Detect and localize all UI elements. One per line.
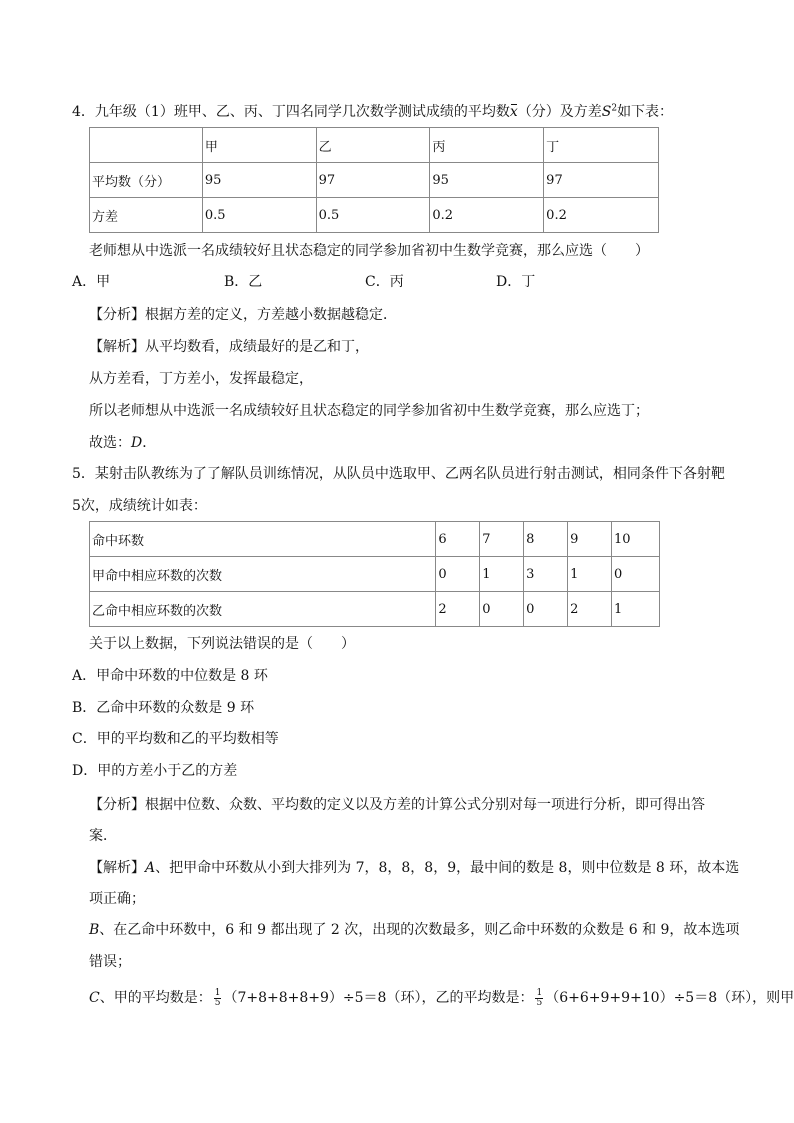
- q4-question: 老师想从中选派一名成绩较好且状态稳定的同学参加省初中生数学竞赛，那么应选（ ）: [89, 243, 649, 259]
- table-cell: 8: [524, 522, 568, 557]
- table-row: [90, 128, 659, 163]
- solution-prefix: 【解析】: [89, 860, 145, 876]
- table-cell: 乙: [316, 128, 430, 163]
- table-row: [90, 592, 660, 627]
- q5-option-d: D．甲的方差小于乙的方差: [72, 763, 238, 779]
- table-cell: 0.5: [202, 198, 316, 233]
- table-cell: 2: [436, 592, 480, 627]
- q5-stem-line-1: 5．某射击队教练为了了解队员训练情况，从队员中选取甲、乙两名队员进行射击测试，相同条件下各射靶: [72, 466, 725, 482]
- table-cell: 0: [524, 592, 568, 627]
- q5-option-a: A．甲命中环数的中位数是 8 环: [72, 668, 268, 684]
- table-cell: 甲: [202, 128, 316, 163]
- q5-solution-a-line-1: [89, 858, 739, 878]
- solution-text: 、在乙命中环数中，6 和 9 都出现了 2 次，出现的次数最多，则乙命中环数的众数是 6 和 9，故本选项: [99, 922, 740, 938]
- x-bar-symbol: x: [509, 104, 518, 120]
- q4-option-a: A．甲: [72, 274, 111, 290]
- q5-stem-line-2: 5次，成绩统计如表：: [72, 498, 207, 514]
- solution-text: （6+6+9+9+10）÷5＝8（环），则甲: [545, 990, 794, 1006]
- q5-option-b: B．乙命中环数的众数是 9 环: [72, 700, 255, 716]
- table-cell: 丁: [544, 128, 659, 163]
- table-cell: 2: [568, 592, 612, 627]
- table-cell: 0: [436, 557, 480, 592]
- option-letter: A: [145, 860, 156, 876]
- q4-stem-a: 4．九年级（1）班甲、乙、丙、丁四名同学几次数学测试成绩的平均数: [72, 104, 510, 120]
- table-cell: 95: [202, 163, 316, 198]
- table-cell: 7: [480, 522, 524, 557]
- table-cell: 97: [316, 163, 430, 198]
- q5-solution-b-line-2: 错误；: [89, 954, 131, 970]
- table-cell: 方差: [90, 198, 203, 233]
- table-cell: 6: [436, 522, 480, 557]
- table-cell: 1: [480, 557, 524, 592]
- q5-solution-c-line-1: [89, 988, 794, 1008]
- q5-table: [89, 521, 660, 627]
- table-row: [90, 557, 660, 592]
- answer-prefix: 故选：: [89, 435, 131, 451]
- table-cell: 命中环数: [90, 522, 436, 557]
- table-cell: 1: [568, 557, 612, 592]
- q5-option-c: C．甲的平均数和乙的平均数相等: [72, 731, 279, 747]
- q5-question: 关于以上数据，下列说法错误的是（ ）: [89, 636, 355, 652]
- q5-analysis-line-2: 案．: [89, 828, 117, 844]
- q4-option-c: C．丙: [365, 274, 404, 290]
- fraction-one-fifth: [214, 989, 222, 1008]
- option-letter: C: [89, 990, 100, 1006]
- answer-letter: D: [131, 435, 143, 451]
- table-cell: 0: [480, 592, 524, 627]
- table-row: [90, 198, 659, 233]
- fraction-numerator: 1: [214, 987, 221, 998]
- solution-text: 、甲的平均数是：: [99, 990, 212, 1006]
- q5-analysis-line-1: 【分析】根据中位数、众数、平均数的定义以及方差的计算公式分别对每一项进行分析，即可得出答: [89, 797, 705, 813]
- table-cell: [90, 128, 203, 163]
- q4-stem-b: （分）及方差: [517, 104, 602, 120]
- fraction-denominator: 5: [214, 997, 221, 1008]
- table-cell: 0: [612, 557, 660, 592]
- solution-text: 、把甲命中环数从小到大排列为 7，8，8，8，9，最中间的数是 8，则中位数是 8 环，故本选: [155, 860, 740, 876]
- fraction-one-fifth: [535, 989, 543, 1008]
- table-cell: 0.2: [430, 198, 544, 233]
- q4-table: [89, 127, 659, 233]
- fraction-numerator: 1: [536, 987, 543, 998]
- q4-option-b: B．乙: [224, 274, 263, 290]
- fraction-denominator: 5: [536, 997, 543, 1008]
- answer-suffix: ．: [142, 435, 157, 451]
- table-row: [90, 163, 659, 198]
- option-letter: B: [89, 922, 100, 938]
- table-cell: 丙: [430, 128, 544, 163]
- table-cell: 10: [612, 522, 660, 557]
- table-row: [90, 522, 660, 557]
- q4-solution-2: 从方差看，丁方差小，发挥最稳定，: [89, 371, 313, 387]
- table-cell: 97: [544, 163, 659, 198]
- table-cell: 平均数（分）: [90, 163, 203, 198]
- q4-solution-3: 所以老师想从中选派一名成绩较好且状态稳定的同学参加省初中生数学竞赛，那么应选丁；: [89, 403, 649, 419]
- q4-analysis: 【分析】根据方差的定义，方差越小数据越稳定．: [89, 307, 397, 323]
- table-cell: 乙命中相应环数的次数: [90, 592, 436, 627]
- table-cell: 0.5: [316, 198, 430, 233]
- table-cell: 0.2: [544, 198, 659, 233]
- variance-symbol: S: [601, 104, 612, 120]
- q4-solution-1: 【解析】从平均数看，成绩最好的是乙和丁，: [89, 339, 369, 355]
- q4-stem: [72, 102, 673, 122]
- q4-answer: [89, 433, 156, 453]
- table-cell: 95: [430, 163, 544, 198]
- table-cell: 3: [524, 557, 568, 592]
- solution-text: （7+8+8+8+9）÷5＝8（环），乙的平均数是：: [223, 990, 534, 1006]
- table-cell: 1: [612, 592, 660, 627]
- q5-solution-a-line-2: 项正确；: [89, 891, 145, 907]
- q4-stem-c: 如下表：: [617, 104, 674, 120]
- q4-option-d: D．丁: [496, 274, 536, 290]
- variance-exponent: 2: [611, 103, 618, 114]
- table-cell: 9: [568, 522, 612, 557]
- table-cell: 甲命中相应环数的次数: [90, 557, 436, 592]
- q5-solution-b-line-1: [89, 920, 739, 940]
